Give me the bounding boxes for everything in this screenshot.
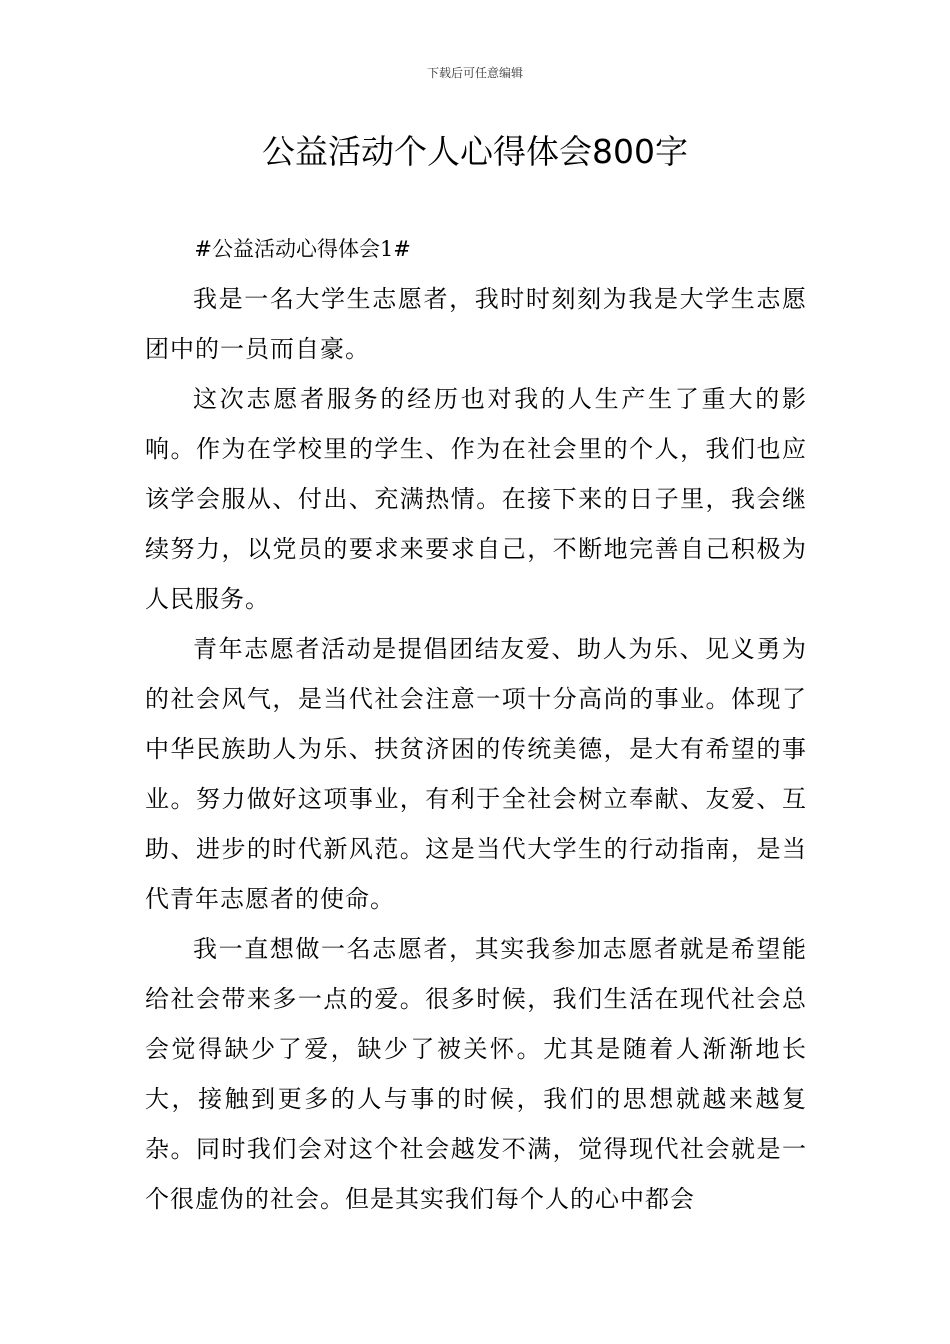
document-body xyxy=(145,224,807,1224)
paragraph-2: 这次志愿者服务的经历也对我的人生产生了重大的影响。作为在学校里的学生、作为在社会里的个人，我们也应该学会服从、付出、充满热情。在接下来的日子里，我会继续努力，以党员的要求来要求自己，不断地完善自己积极为人民服务。 xyxy=(145,385,807,613)
page-header-note: 下载后可任意编辑 xyxy=(426,66,523,80)
paragraph-3: 青年志愿者活动是提倡团结友爱、助人为乐、见义勇为的社会风气，是当代社会注意一项十分高尚的事业。体现了中华民族助人为乐、扶贫济困的传统美德，是大有希望的事业。努力做好这项事业，有利于全社会树立奉献、友爱、互助、进步的时代新风范。这是当代大学生的行动指南，是当代青年志愿者的使命。 xyxy=(145,635,807,913)
paragraph-4: 我一直想做一名志愿者，其实我参加志愿者就是希望能给社会带来多一点的爱。很多时候，我们生活在现代社会总会觉得缺少了爱，缺少了被关怀。尤其是随着人渐渐地长大，接触到更多的人与事的时候，我们的思想就越来越复杂。同时我们会对这个社会越发不满，觉得现代社会就是一个很虚伪的社会。但是其实我们每个人的心中都会 xyxy=(145,935,807,1213)
document-title: 公益活动个人心得体会800字 xyxy=(262,132,688,171)
section-subheading: #公益活动心得体会1# xyxy=(194,237,411,261)
paragraph-1: 我是一名大学生志愿者，我时时刻刻为我是大学生志愿团中的一员而自豪。 xyxy=(145,285,807,363)
